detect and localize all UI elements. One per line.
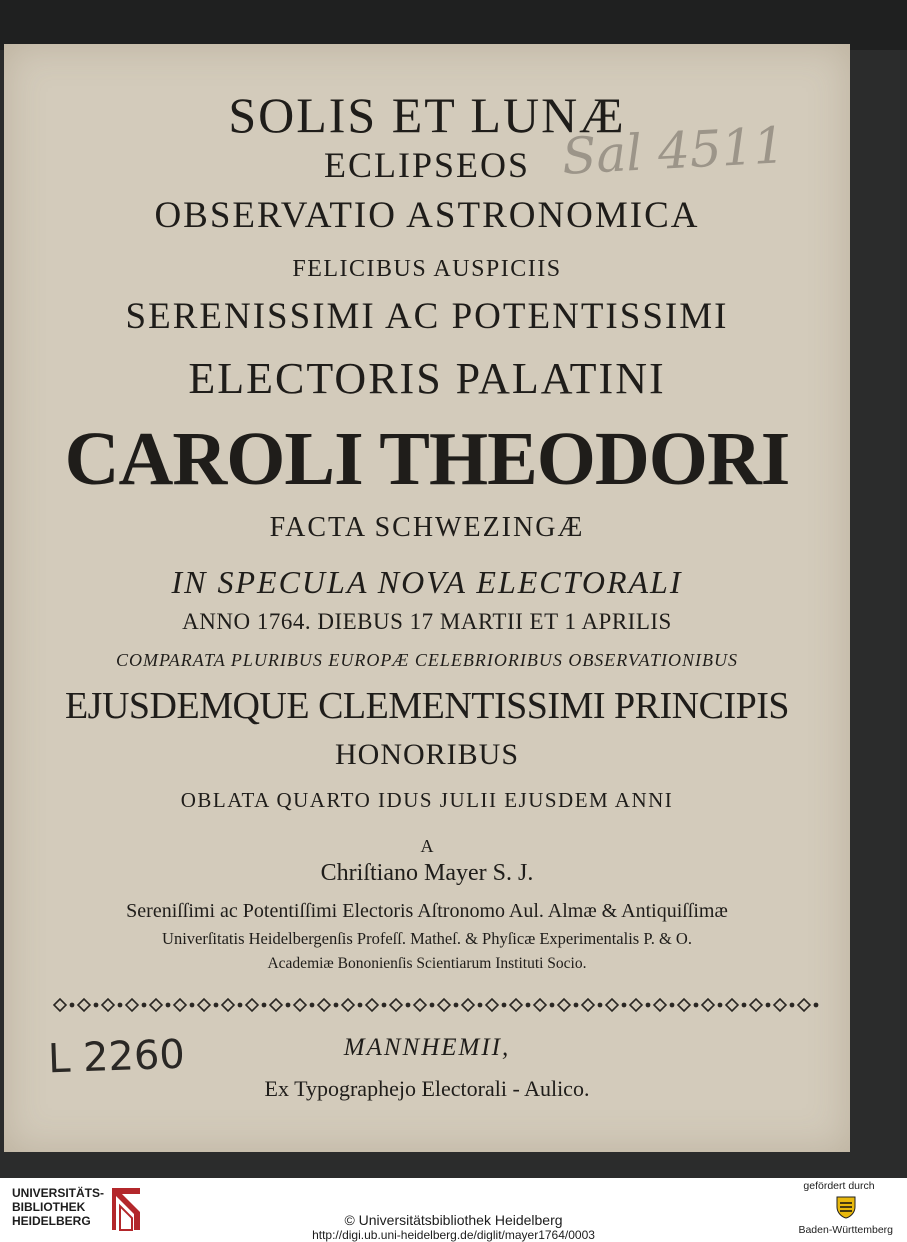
handwritten-shelfmark-bottom: L 2260 <box>47 1031 186 1083</box>
title-line-7: CAROLI THEODORI <box>64 417 790 501</box>
title-line-15: A <box>420 836 434 856</box>
title-line-4: FELICIBUS AUSPICIIS <box>292 256 562 282</box>
copyright-text: © Universitätsbibliothek Heidelberg <box>344 1212 563 1228</box>
author-title-1: Sereniſſimi ac Potentiſſimi Electoris Aſtronomo Aul. Almæ & Antiquiſſimæ <box>126 900 728 922</box>
sponsor-name: Baden-Württemberg <box>798 1224 893 1236</box>
baden-wuerttemberg-crest-icon <box>835 1195 857 1219</box>
source-url[interactable]: http://digi.ub.uni-heidelberg.de/diglit/mayer1764/0003 <box>312 1228 595 1242</box>
book-edge <box>0 0 907 50</box>
title-line-1: SOLIS ET LUNÆ <box>228 87 626 143</box>
title-line-13: HONORIBUS <box>334 738 520 771</box>
title-line-9: IN SPECULA NOVA ELECTORALI <box>171 564 683 600</box>
funded-by-label: gefördert durch <box>803 1180 875 1192</box>
title-line-5: SERENISSIMI AC POTENTISSIMI <box>125 296 729 337</box>
library-name: UNIVERSITÄTS- BIBLIOTHEK HEIDELBERG <box>12 1186 105 1228</box>
author-line: Chriſtiano Mayer S. J. <box>320 860 534 886</box>
imprint-printer: Ex Typographejo Electorali - Aulico. <box>264 1076 590 1101</box>
imprint-city: MANNHEMII, <box>343 1034 511 1061</box>
title-line-8: FACTA SCHWEZINGÆ <box>269 512 585 543</box>
title-line-14: OBLATA QUARTO IDUS JULII EJUSDEM ANNI <box>180 788 674 812</box>
footer-bar <box>0 1178 907 1242</box>
title-line-3: OBSERVATIO ASTRONOMICA <box>154 195 700 236</box>
title-line-6: ELECTORIS PALATINI <box>188 354 666 403</box>
title-line-10: ANNO 1764. DIEBUS 17 MARTII ET 1 APRILIS <box>182 609 672 634</box>
title-line-12: EJUSDEMQUE CLEMENTISSIMI PRINCIPIS <box>64 685 790 727</box>
title-line-2: ECLIPSEOS <box>323 145 531 185</box>
handwritten-shelfmark-top: Sal 4511 <box>560 116 787 186</box>
ornament-rule <box>48 994 822 1016</box>
title-page <box>4 44 850 1152</box>
title-line-11: COMPARATA PLURIBUS EUROPÆ CELEBRIORIBUS OBSERVATIONIBUS <box>116 650 738 670</box>
author-title-3: Academiæ Bononienſis Scientiarum Instituti Socio. <box>267 955 587 972</box>
author-title-2: Univerſitatis Heidelbergenſis Profeſſ. Matheſ. & Phyſicæ Experimentalis P. & O. <box>162 929 692 948</box>
